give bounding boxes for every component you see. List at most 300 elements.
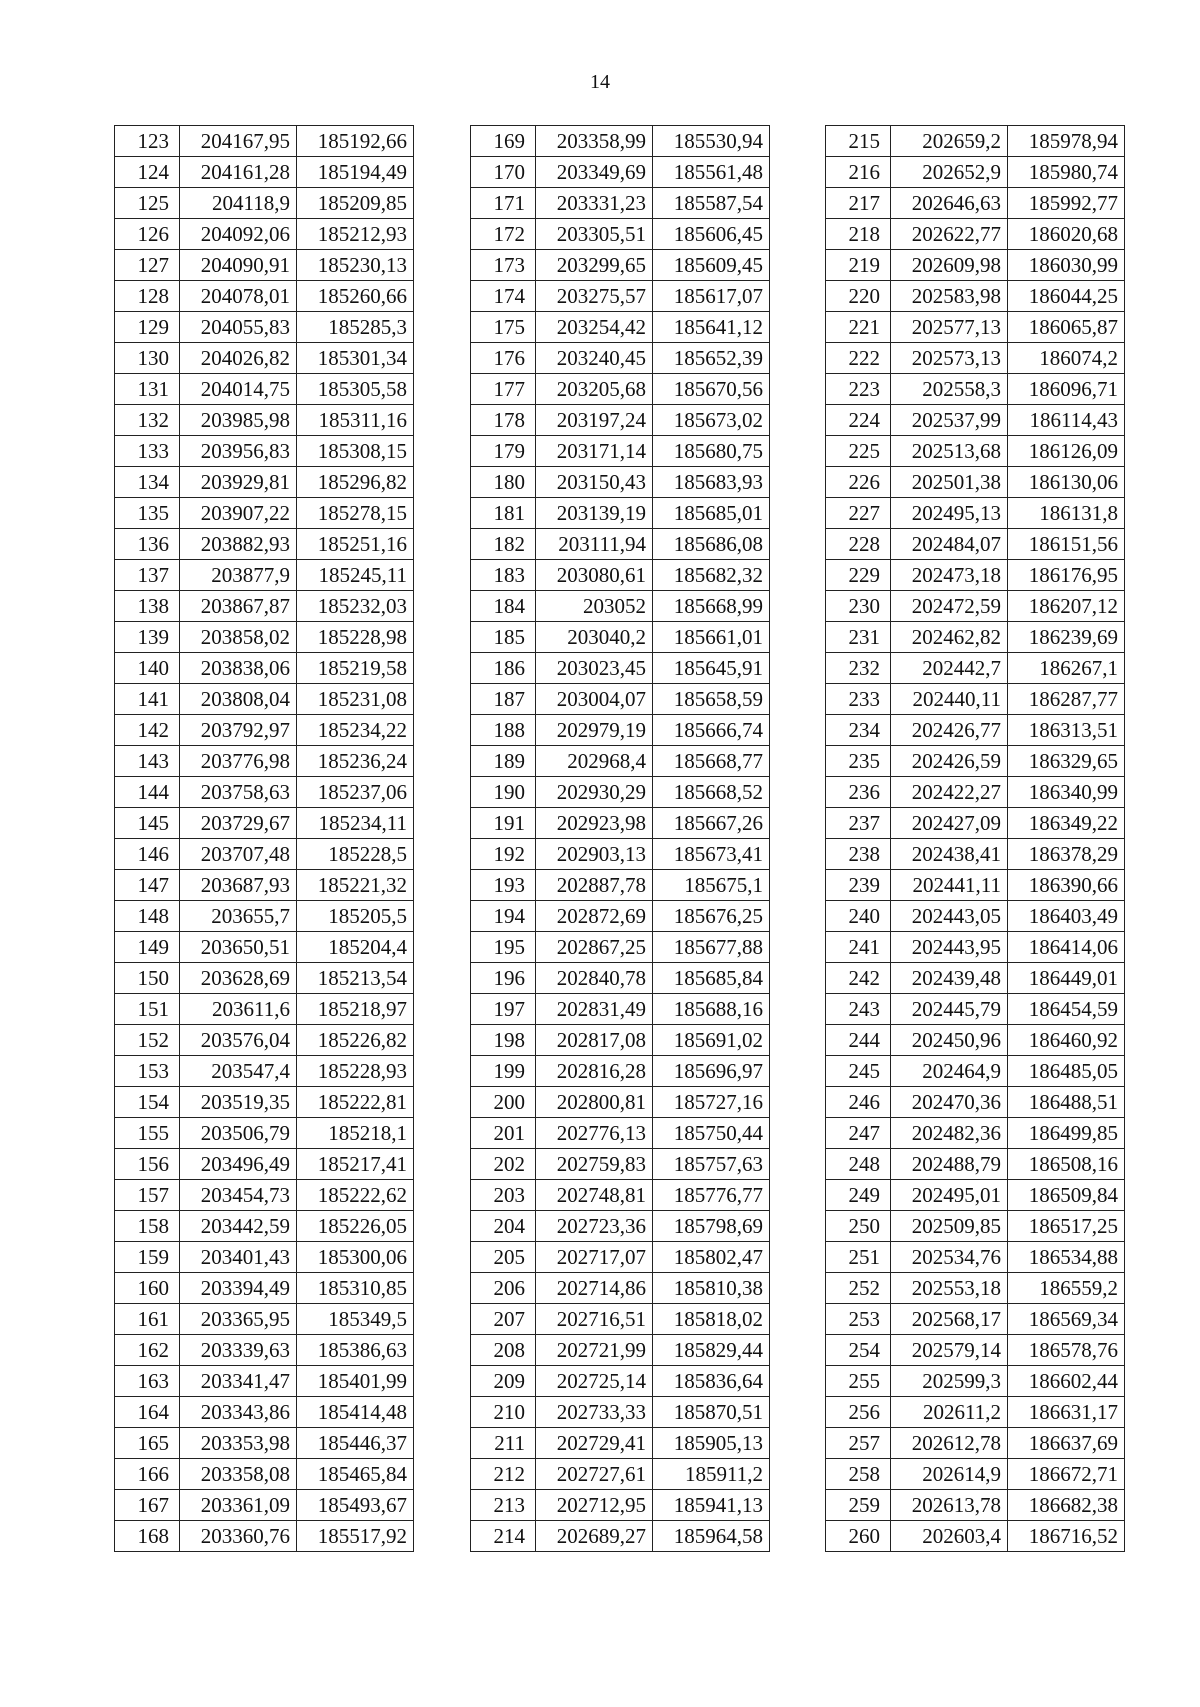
x-coordinate-cell: 202426,59 — [891, 746, 1008, 777]
point-number-cell: 193 — [471, 870, 536, 901]
point-number-cell: 194 — [471, 901, 536, 932]
point-number-cell: 177 — [471, 374, 536, 405]
point-number-cell: 190 — [471, 777, 536, 808]
y-coordinate-cell: 185688,16 — [653, 994, 770, 1025]
table-row — [115, 405, 414, 436]
point-number-cell: 251 — [826, 1242, 891, 1273]
x-coordinate-cell: 202646,63 — [891, 188, 1008, 219]
point-number-cell: 248 — [826, 1149, 891, 1180]
x-coordinate-cell: 203956,83 — [180, 436, 297, 467]
y-coordinate-cell: 186390,66 — [1008, 870, 1125, 901]
y-coordinate-cell: 186065,87 — [1008, 312, 1125, 343]
y-coordinate-cell: 185311,16 — [297, 405, 414, 436]
table-row — [826, 777, 1125, 808]
table-row — [115, 1180, 414, 1211]
x-coordinate-cell: 202611,2 — [891, 1397, 1008, 1428]
y-coordinate-cell: 185205,5 — [297, 901, 414, 932]
x-coordinate-cell: 203040,2 — [536, 622, 653, 653]
point-number-cell: 206 — [471, 1273, 536, 1304]
point-number-cell: 155 — [115, 1118, 180, 1149]
y-coordinate-cell: 185661,01 — [653, 622, 770, 653]
x-coordinate-cell: 203496,49 — [180, 1149, 297, 1180]
x-coordinate-cell: 202473,18 — [891, 560, 1008, 591]
table-row — [471, 1521, 770, 1552]
y-coordinate-cell: 185617,07 — [653, 281, 770, 312]
y-coordinate-cell: 185212,93 — [297, 219, 414, 250]
point-number-cell: 145 — [115, 808, 180, 839]
y-coordinate-cell: 185232,03 — [297, 591, 414, 622]
table-row — [826, 219, 1125, 250]
y-coordinate-cell: 185905,13 — [653, 1428, 770, 1459]
point-number-cell: 178 — [471, 405, 536, 436]
x-coordinate-cell: 202583,98 — [891, 281, 1008, 312]
y-coordinate-cell: 186378,29 — [1008, 839, 1125, 870]
y-coordinate-cell: 185305,58 — [297, 374, 414, 405]
point-number-cell: 238 — [826, 839, 891, 870]
y-coordinate-cell: 185230,13 — [297, 250, 414, 281]
y-coordinate-cell: 185750,44 — [653, 1118, 770, 1149]
table-row — [471, 1056, 770, 1087]
y-coordinate-cell: 185218,97 — [297, 994, 414, 1025]
x-coordinate-cell: 204014,75 — [180, 374, 297, 405]
point-number-cell: 149 — [115, 932, 180, 963]
table-row — [471, 808, 770, 839]
table-row — [826, 374, 1125, 405]
point-number-cell: 189 — [471, 746, 536, 777]
x-coordinate-cell: 202723,36 — [536, 1211, 653, 1242]
table-row — [115, 157, 414, 188]
y-coordinate-cell: 185670,56 — [653, 374, 770, 405]
point-number-cell: 255 — [826, 1366, 891, 1397]
table-row — [826, 1428, 1125, 1459]
point-number-cell: 146 — [115, 839, 180, 870]
x-coordinate-cell: 203205,68 — [536, 374, 653, 405]
y-coordinate-cell: 185209,85 — [297, 188, 414, 219]
table-row — [826, 1459, 1125, 1490]
y-coordinate-cell: 186509,84 — [1008, 1180, 1125, 1211]
table-row — [115, 1211, 414, 1242]
table-row — [471, 994, 770, 1025]
point-number-cell: 124 — [115, 157, 180, 188]
x-coordinate-cell: 204092,06 — [180, 219, 297, 250]
table-row — [115, 467, 414, 498]
x-coordinate-cell: 203361,09 — [180, 1490, 297, 1521]
y-coordinate-cell: 185680,75 — [653, 436, 770, 467]
x-coordinate-cell: 203442,59 — [180, 1211, 297, 1242]
point-number-cell: 144 — [115, 777, 180, 808]
point-number-cell: 202 — [471, 1149, 536, 1180]
x-coordinate-cell: 202568,17 — [891, 1304, 1008, 1335]
table-row — [826, 963, 1125, 994]
point-number-cell: 199 — [471, 1056, 536, 1087]
x-coordinate-cell: 204078,01 — [180, 281, 297, 312]
table-row — [826, 901, 1125, 932]
point-number-cell: 160 — [115, 1273, 180, 1304]
y-coordinate-cell: 186403,49 — [1008, 901, 1125, 932]
y-coordinate-cell: 186126,09 — [1008, 436, 1125, 467]
table-row — [826, 746, 1125, 777]
point-number-cell: 150 — [115, 963, 180, 994]
table-row — [826, 405, 1125, 436]
y-coordinate-cell: 185222,81 — [297, 1087, 414, 1118]
point-number-cell: 208 — [471, 1335, 536, 1366]
x-coordinate-cell: 202450,96 — [891, 1025, 1008, 1056]
point-number-cell: 210 — [471, 1397, 536, 1428]
table-row — [471, 1397, 770, 1428]
table-row — [115, 684, 414, 715]
y-coordinate-cell: 186672,71 — [1008, 1459, 1125, 1490]
y-coordinate-cell: 186578,76 — [1008, 1335, 1125, 1366]
y-coordinate-cell: 185911,2 — [653, 1459, 770, 1490]
x-coordinate-cell: 203254,42 — [536, 312, 653, 343]
y-coordinate-cell: 185696,97 — [653, 1056, 770, 1087]
x-coordinate-cell: 202443,95 — [891, 932, 1008, 963]
y-coordinate-cell: 185802,47 — [653, 1242, 770, 1273]
x-coordinate-cell: 202537,99 — [891, 405, 1008, 436]
x-coordinate-cell: 202495,13 — [891, 498, 1008, 529]
x-coordinate-cell: 202748,81 — [536, 1180, 653, 1211]
x-coordinate-cell: 203506,79 — [180, 1118, 297, 1149]
y-coordinate-cell: 185641,12 — [653, 312, 770, 343]
x-coordinate-cell: 203401,43 — [180, 1242, 297, 1273]
x-coordinate-cell: 204090,91 — [180, 250, 297, 281]
table-row — [471, 436, 770, 467]
table-row — [826, 188, 1125, 219]
y-coordinate-cell: 186631,17 — [1008, 1397, 1125, 1428]
x-coordinate-cell: 202573,13 — [891, 343, 1008, 374]
y-coordinate-cell: 185493,67 — [297, 1490, 414, 1521]
point-number-cell: 195 — [471, 932, 536, 963]
table-row — [471, 653, 770, 684]
y-coordinate-cell: 185401,99 — [297, 1366, 414, 1397]
point-number-cell: 225 — [826, 436, 891, 467]
x-coordinate-cell: 203197,24 — [536, 405, 653, 436]
x-coordinate-cell: 203838,06 — [180, 653, 297, 684]
x-coordinate-cell: 202427,09 — [891, 808, 1008, 839]
table-row — [826, 1521, 1125, 1552]
y-coordinate-cell: 185349,5 — [297, 1304, 414, 1335]
y-coordinate-cell: 186131,8 — [1008, 498, 1125, 529]
x-coordinate-cell: 202717,07 — [536, 1242, 653, 1273]
table-row — [826, 560, 1125, 591]
table-row — [826, 591, 1125, 622]
table-row — [115, 374, 414, 405]
y-coordinate-cell: 186569,34 — [1008, 1304, 1125, 1335]
point-number-cell: 236 — [826, 777, 891, 808]
y-coordinate-cell: 185658,59 — [653, 684, 770, 715]
y-coordinate-cell: 185606,45 — [653, 219, 770, 250]
table-row — [471, 591, 770, 622]
point-number-cell: 215 — [826, 126, 891, 157]
x-coordinate-cell: 203365,95 — [180, 1304, 297, 1335]
point-number-cell: 126 — [115, 219, 180, 250]
point-number-cell: 252 — [826, 1273, 891, 1304]
x-coordinate-cell: 202800,81 — [536, 1087, 653, 1118]
table-row — [115, 1273, 414, 1304]
point-number-cell: 165 — [115, 1428, 180, 1459]
point-number-cell: 216 — [826, 157, 891, 188]
point-number-cell: 219 — [826, 250, 891, 281]
x-coordinate-cell: 202840,78 — [536, 963, 653, 994]
x-coordinate-cell: 202445,79 — [891, 994, 1008, 1025]
point-number-cell: 132 — [115, 405, 180, 436]
y-coordinate-cell: 185219,58 — [297, 653, 414, 684]
y-coordinate-cell: 186460,92 — [1008, 1025, 1125, 1056]
y-coordinate-cell: 185587,54 — [653, 188, 770, 219]
x-coordinate-cell: 203305,51 — [536, 219, 653, 250]
x-coordinate-cell: 202472,59 — [891, 591, 1008, 622]
y-coordinate-cell: 185561,48 — [653, 157, 770, 188]
table-row — [826, 715, 1125, 746]
point-number-cell: 142 — [115, 715, 180, 746]
y-coordinate-cell: 185870,51 — [653, 1397, 770, 1428]
x-coordinate-cell: 203929,81 — [180, 467, 297, 498]
point-number-cell: 221 — [826, 312, 891, 343]
x-coordinate-cell: 203454,73 — [180, 1180, 297, 1211]
point-number-cell: 173 — [471, 250, 536, 281]
x-coordinate-cell: 202464,9 — [891, 1056, 1008, 1087]
y-coordinate-cell: 186130,06 — [1008, 467, 1125, 498]
table-row — [826, 343, 1125, 374]
x-coordinate-cell: 202816,28 — [536, 1056, 653, 1087]
point-number-cell: 135 — [115, 498, 180, 529]
table-row — [115, 219, 414, 250]
table-row — [826, 1490, 1125, 1521]
table-row — [826, 839, 1125, 870]
table-row — [115, 1118, 414, 1149]
page-number: 14 — [590, 71, 610, 93]
y-coordinate-cell: 185683,93 — [653, 467, 770, 498]
point-number-cell: 253 — [826, 1304, 891, 1335]
x-coordinate-cell: 203358,99 — [536, 126, 653, 157]
y-coordinate-cell: 185675,1 — [653, 870, 770, 901]
y-coordinate-cell: 185296,82 — [297, 467, 414, 498]
table-row — [115, 1242, 414, 1273]
x-coordinate-cell: 202482,36 — [891, 1118, 1008, 1149]
table-row — [826, 250, 1125, 281]
table-row — [471, 1087, 770, 1118]
table-row — [115, 1521, 414, 1552]
point-number-cell: 234 — [826, 715, 891, 746]
point-number-cell: 154 — [115, 1087, 180, 1118]
point-number-cell: 127 — [115, 250, 180, 281]
point-number-cell: 130 — [115, 343, 180, 374]
x-coordinate-cell: 202872,69 — [536, 901, 653, 932]
x-coordinate-cell: 202652,9 — [891, 157, 1008, 188]
point-number-cell: 197 — [471, 994, 536, 1025]
y-coordinate-cell: 186508,16 — [1008, 1149, 1125, 1180]
y-coordinate-cell: 185668,77 — [653, 746, 770, 777]
x-coordinate-cell: 203808,04 — [180, 684, 297, 715]
point-number-cell: 147 — [115, 870, 180, 901]
y-coordinate-cell: 185301,34 — [297, 343, 414, 374]
point-number-cell: 203 — [471, 1180, 536, 1211]
x-coordinate-cell: 202725,14 — [536, 1366, 653, 1397]
y-coordinate-cell: 186485,05 — [1008, 1056, 1125, 1087]
x-coordinate-cell: 202831,49 — [536, 994, 653, 1025]
point-number-cell: 232 — [826, 653, 891, 684]
table-row — [826, 622, 1125, 653]
table-row — [115, 281, 414, 312]
point-number-cell: 237 — [826, 808, 891, 839]
point-number-cell: 233 — [826, 684, 891, 715]
table-row — [471, 622, 770, 653]
table-row — [115, 188, 414, 219]
table-row — [826, 870, 1125, 901]
x-coordinate-cell: 203792,97 — [180, 715, 297, 746]
x-coordinate-cell: 202558,3 — [891, 374, 1008, 405]
table-row — [471, 529, 770, 560]
x-coordinate-cell: 203139,19 — [536, 498, 653, 529]
table-row — [471, 1459, 770, 1490]
point-number-cell: 164 — [115, 1397, 180, 1428]
table-row — [115, 963, 414, 994]
table-row — [115, 498, 414, 529]
point-number-cell: 247 — [826, 1118, 891, 1149]
y-coordinate-cell: 185194,49 — [297, 157, 414, 188]
coordinates-table-3 — [825, 125, 1125, 1552]
x-coordinate-cell: 202509,85 — [891, 1211, 1008, 1242]
table-row — [471, 777, 770, 808]
point-number-cell: 157 — [115, 1180, 180, 1211]
point-number-cell: 125 — [115, 188, 180, 219]
y-coordinate-cell: 185446,37 — [297, 1428, 414, 1459]
x-coordinate-cell: 203707,48 — [180, 839, 297, 870]
point-number-cell: 244 — [826, 1025, 891, 1056]
point-number-cell: 241 — [826, 932, 891, 963]
point-number-cell: 220 — [826, 281, 891, 312]
x-coordinate-cell: 203052 — [536, 591, 653, 622]
table-row — [115, 622, 414, 653]
x-coordinate-cell: 203150,43 — [536, 467, 653, 498]
y-coordinate-cell: 185677,88 — [653, 932, 770, 963]
y-coordinate-cell: 185217,41 — [297, 1149, 414, 1180]
point-number-cell: 254 — [826, 1335, 891, 1366]
table-row — [115, 932, 414, 963]
point-number-cell: 224 — [826, 405, 891, 436]
point-number-cell: 129 — [115, 312, 180, 343]
point-number-cell: 167 — [115, 1490, 180, 1521]
y-coordinate-cell: 185228,93 — [297, 1056, 414, 1087]
x-coordinate-cell: 202470,36 — [891, 1087, 1008, 1118]
point-number-cell: 214 — [471, 1521, 536, 1552]
y-coordinate-cell: 186151,56 — [1008, 529, 1125, 560]
y-coordinate-cell: 185308,15 — [297, 436, 414, 467]
table-row — [115, 312, 414, 343]
table-row — [826, 994, 1125, 1025]
point-number-cell: 205 — [471, 1242, 536, 1273]
y-coordinate-cell: 185226,82 — [297, 1025, 414, 1056]
y-coordinate-cell: 185727,16 — [653, 1087, 770, 1118]
y-coordinate-cell: 185278,15 — [297, 498, 414, 529]
table-row — [826, 157, 1125, 188]
x-coordinate-cell: 203985,98 — [180, 405, 297, 436]
point-number-cell: 162 — [115, 1335, 180, 1366]
y-coordinate-cell: 185682,32 — [653, 560, 770, 591]
x-coordinate-cell: 203394,49 — [180, 1273, 297, 1304]
y-coordinate-cell: 185685,01 — [653, 498, 770, 529]
point-number-cell: 134 — [115, 467, 180, 498]
table-row — [115, 1366, 414, 1397]
y-coordinate-cell: 185978,94 — [1008, 126, 1125, 157]
point-number-cell: 163 — [115, 1366, 180, 1397]
table-row — [115, 1459, 414, 1490]
point-number-cell: 148 — [115, 901, 180, 932]
x-coordinate-cell: 202484,07 — [891, 529, 1008, 560]
point-number-cell: 196 — [471, 963, 536, 994]
y-coordinate-cell: 186267,1 — [1008, 653, 1125, 684]
point-number-cell: 257 — [826, 1428, 891, 1459]
x-coordinate-cell: 202577,13 — [891, 312, 1008, 343]
table-row — [471, 560, 770, 591]
y-coordinate-cell: 185668,52 — [653, 777, 770, 808]
table-row — [115, 1490, 414, 1521]
x-coordinate-cell: 202659,2 — [891, 126, 1008, 157]
x-coordinate-cell: 202923,98 — [536, 808, 653, 839]
y-coordinate-cell: 185236,24 — [297, 746, 414, 777]
table-row — [115, 1056, 414, 1087]
point-number-cell: 128 — [115, 281, 180, 312]
y-coordinate-cell: 185673,02 — [653, 405, 770, 436]
x-coordinate-cell: 203628,69 — [180, 963, 297, 994]
y-coordinate-cell: 185204,4 — [297, 932, 414, 963]
table-row — [115, 1335, 414, 1366]
y-coordinate-cell: 186176,95 — [1008, 560, 1125, 591]
x-coordinate-cell: 203907,22 — [180, 498, 297, 529]
table-row — [115, 250, 414, 281]
table-row — [826, 126, 1125, 157]
x-coordinate-cell: 202887,78 — [536, 870, 653, 901]
table-row — [471, 1428, 770, 1459]
table-row — [115, 560, 414, 591]
x-coordinate-cell: 202903,13 — [536, 839, 653, 870]
table-row — [826, 1366, 1125, 1397]
table-row — [471, 1242, 770, 1273]
point-number-cell: 217 — [826, 188, 891, 219]
table-row — [826, 1242, 1125, 1273]
y-coordinate-cell: 186602,44 — [1008, 1366, 1125, 1397]
table-row — [115, 777, 414, 808]
x-coordinate-cell: 203343,86 — [180, 1397, 297, 1428]
y-coordinate-cell: 185964,58 — [653, 1521, 770, 1552]
table-row — [471, 1118, 770, 1149]
point-number-cell: 229 — [826, 560, 891, 591]
table-row — [826, 1056, 1125, 1087]
table-row — [115, 436, 414, 467]
table-row — [471, 1366, 770, 1397]
table-row — [471, 405, 770, 436]
point-number-cell: 170 — [471, 157, 536, 188]
x-coordinate-cell: 204118,9 — [180, 188, 297, 219]
x-coordinate-cell: 203519,35 — [180, 1087, 297, 1118]
x-coordinate-cell: 202513,68 — [891, 436, 1008, 467]
table-row — [115, 901, 414, 932]
y-coordinate-cell: 186030,99 — [1008, 250, 1125, 281]
point-number-cell: 151 — [115, 994, 180, 1025]
x-coordinate-cell: 202579,14 — [891, 1335, 1008, 1366]
y-coordinate-cell: 185652,39 — [653, 343, 770, 374]
table-row — [471, 374, 770, 405]
y-coordinate-cell: 186716,52 — [1008, 1521, 1125, 1552]
y-coordinate-cell: 185798,69 — [653, 1211, 770, 1242]
x-coordinate-cell: 202603,4 — [891, 1521, 1008, 1552]
table-row — [826, 1397, 1125, 1428]
point-number-cell: 133 — [115, 436, 180, 467]
table-row — [115, 653, 414, 684]
y-coordinate-cell: 185685,84 — [653, 963, 770, 994]
point-number-cell: 141 — [115, 684, 180, 715]
point-number-cell: 198 — [471, 1025, 536, 1056]
